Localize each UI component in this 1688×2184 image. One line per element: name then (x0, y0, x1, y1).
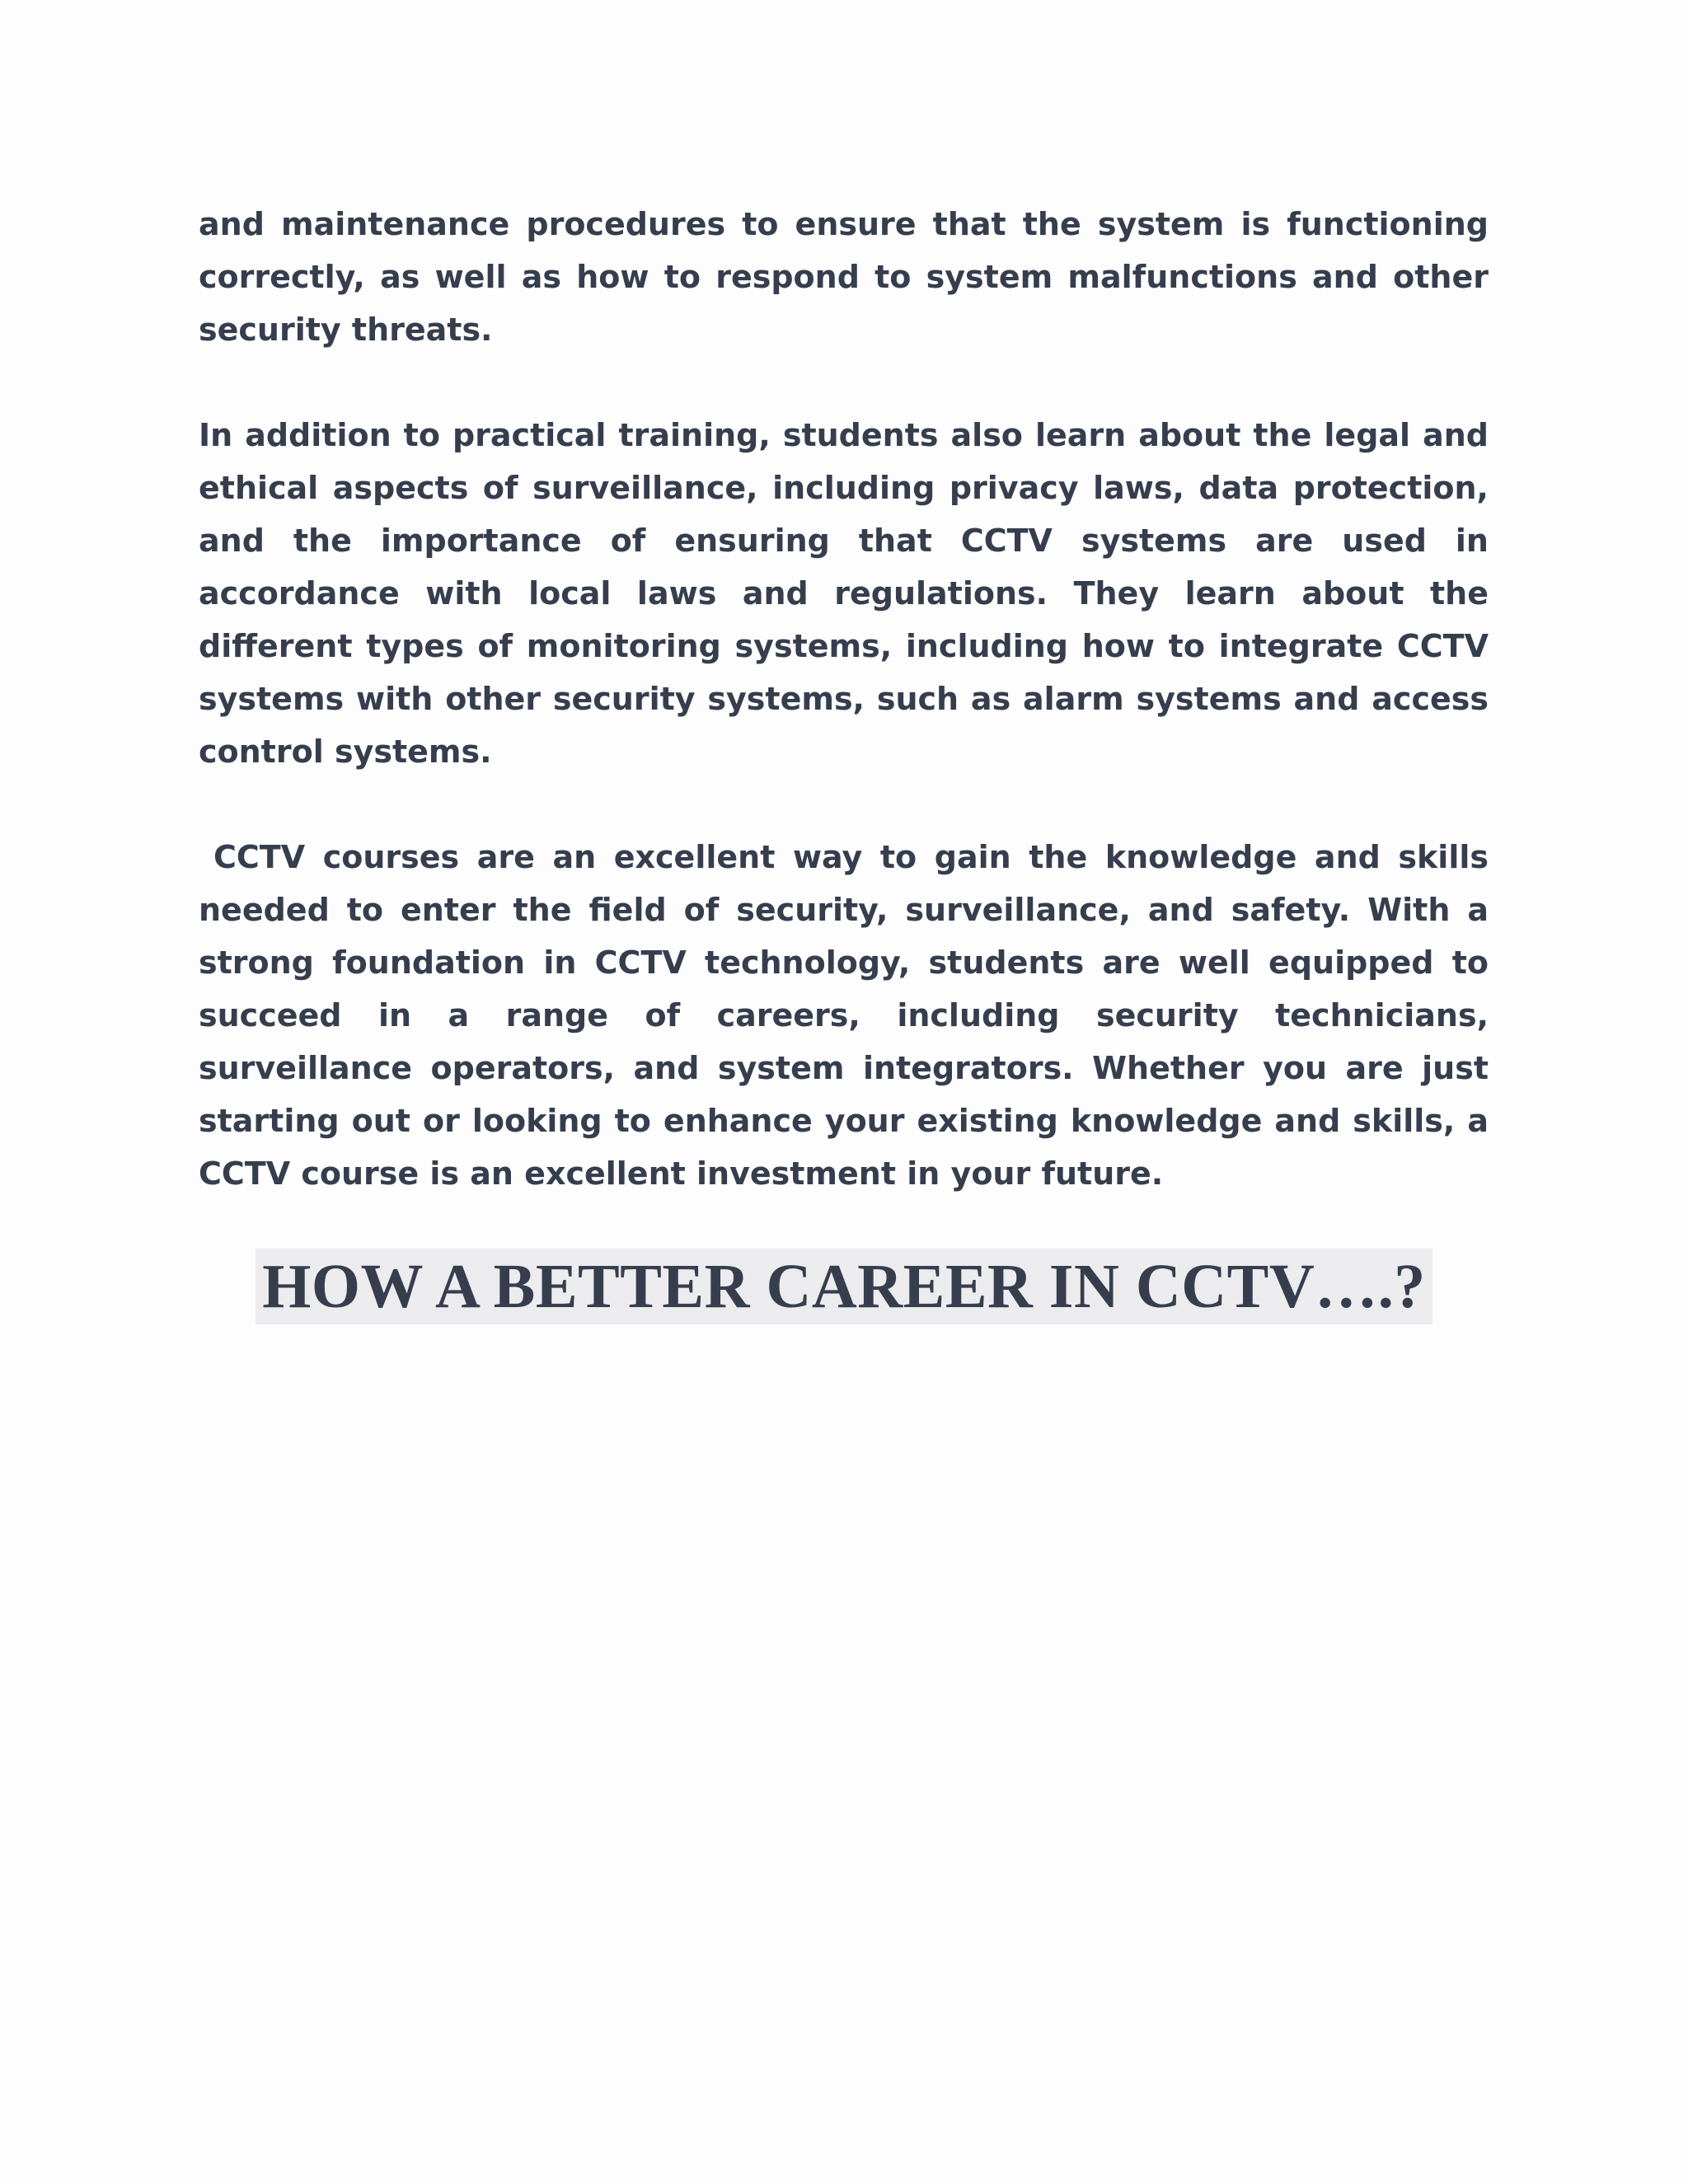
paragraph-cctv-courses: CCTV courses are an excellent way to gain the knowledge and skills needed to enter the field of security, surveillance, and safety. With a strong foundation in CCTV technology, students are well equipped to succeed in a range of careers, including security technicians, surveillance operators, and system integrators. Whether you are just starting out or looking to enhance your existing knowledge and skills, a CCTV course is an excellent investment in your future. (199, 839, 1489, 1192)
document-body (199, 198, 1489, 1200)
section-heading: HOW A BETTER CAREER IN CCTV….? (256, 1249, 1432, 1324)
heading-container (0, 1249, 1688, 1324)
paragraph-maintenance: and maintenance procedures to ensure that the system is functioning correctly, as well as how to respond to system malfunctions and other security threats. (199, 206, 1489, 348)
paragraph-legal-ethical: In addition to practical training, students also learn about the legal and ethical aspects of surveillance, including privacy laws, data protection, and the importance of ensuring that CCTV systems are used in accordance with local laws and regulations. They learn about the different types of monitoring systems, including how to integrate CCTV systems with other security systems, such as alarm systems and access control systems. (199, 417, 1489, 770)
